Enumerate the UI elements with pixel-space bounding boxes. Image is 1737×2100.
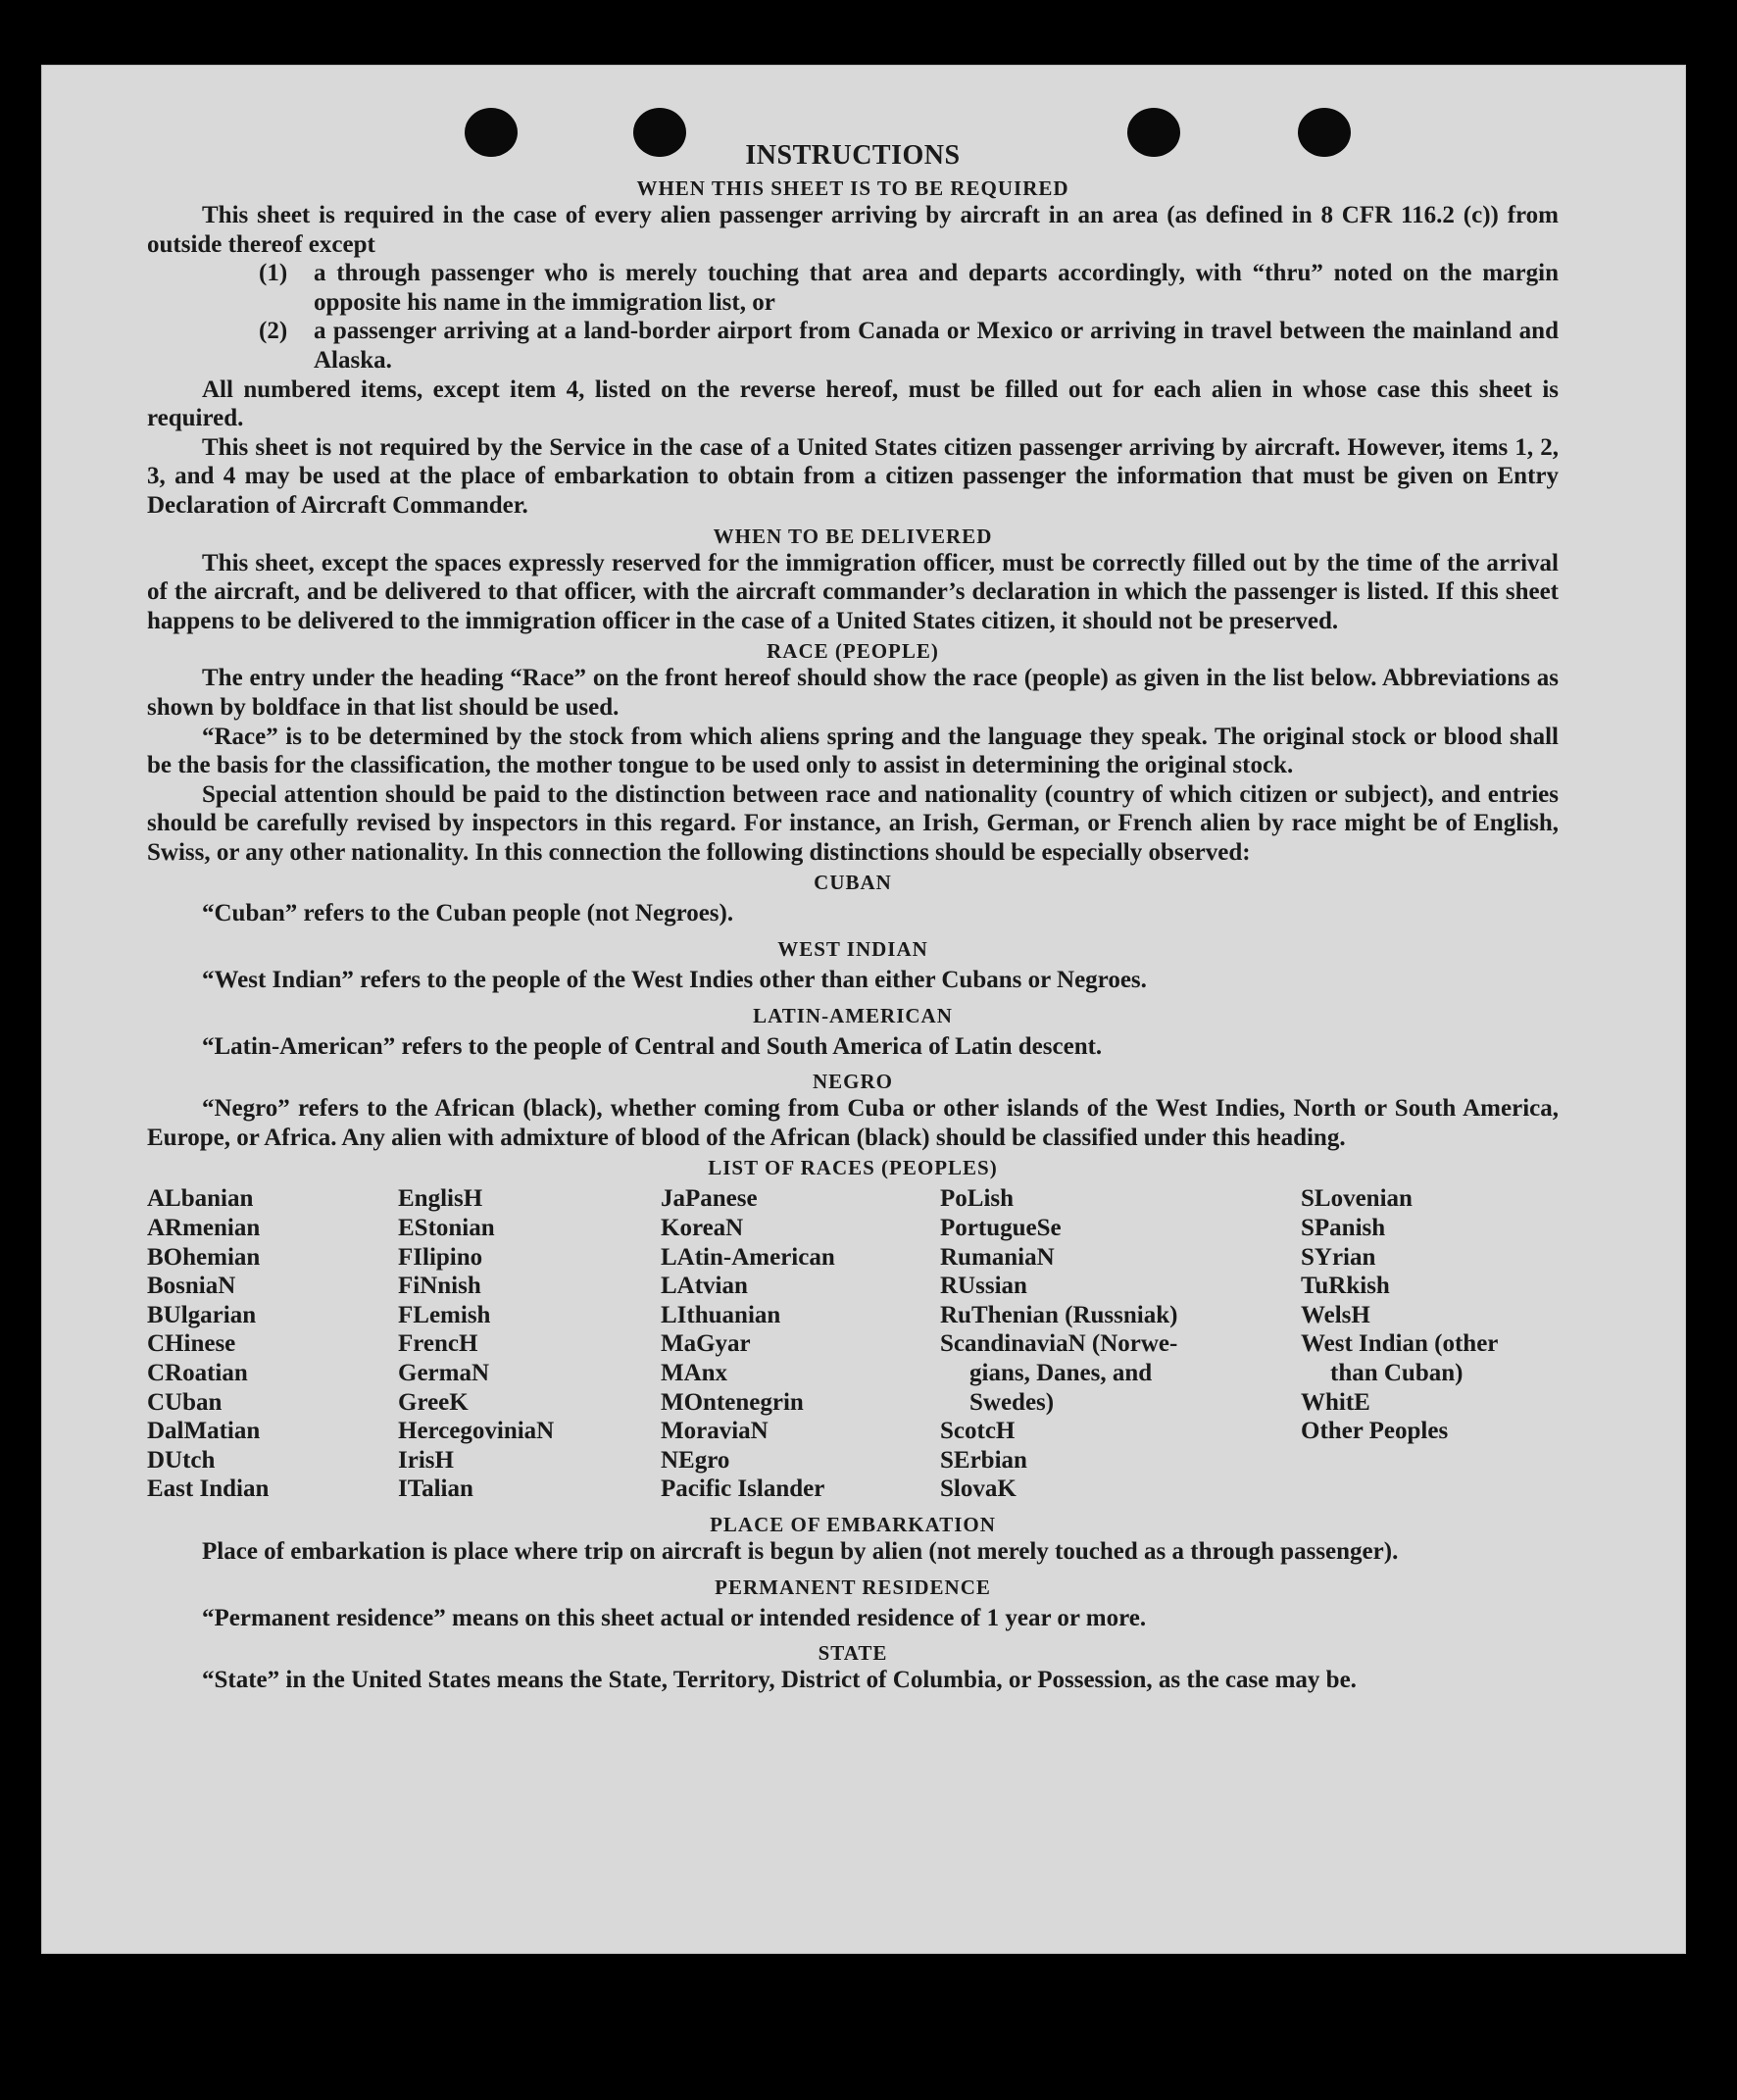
race-entry: Other Peoples [1301, 1418, 1449, 1445]
race-entry: LAtvian [661, 1273, 748, 1300]
race-entry: SErbian [940, 1446, 1027, 1474]
paragraph: All numbered items, except item 4, listed on the reverse hereof, must be filled out for each alien in whose case this sheet is required. [147, 375, 1559, 432]
section-heading-required: WHEN THIS SHEET IS TO BE REQUIRED [636, 176, 1069, 200]
section-heading-race: RACE (PEOPLE) [767, 639, 939, 664]
race-entry: ScotcH [940, 1418, 1016, 1445]
races-column [147, 1184, 398, 1504]
paragraph: This sheet, except the spaces expressly reserved for the immigration officer, must be correctly filled out by the time of the arrival of the aircraft, and be delivered to that officer, with the aircraft commander’s declaration in which the passenger is listed. If this sheet happens to be delivered to the immigration officer in the case of a United States citizen, it should not be preserved. [147, 549, 1559, 634]
definition: “Permanent residence” means on this sheet actual or intended residence of 1 year or more. [202, 1604, 1147, 1631]
race-entry: WhitE [1301, 1388, 1370, 1416]
race-entry: Pacific Islander [661, 1475, 825, 1503]
race-entry-continued: gians, Danes, and [969, 1360, 1153, 1386]
section-heading-embarkation: PLACE OF EMBARKATION [710, 1512, 996, 1536]
race-entry: MAnx [661, 1360, 728, 1386]
section-heading-delivered: WHEN TO BE DELIVERED [713, 524, 993, 548]
race-entry: DalMatian [147, 1418, 261, 1445]
race-entry: CUban [147, 1388, 223, 1416]
race-entry: FLemish [398, 1301, 491, 1328]
race-entry: West Indian (other [1301, 1330, 1499, 1358]
definition: “Negro” refers to the African (black), whether coming from Cuba or other islands of the West Indies, North or South America, Europe, or Africa. Any alien with admixture of blood of the African (black) should be classified under this heading. [147, 1095, 1559, 1151]
races-column [661, 1184, 940, 1504]
race-entry: IrisH [398, 1446, 454, 1474]
section-heading-cuban: CUBAN [814, 871, 892, 895]
race-entry: RumaniaN [940, 1243, 1055, 1271]
race-entry: SPanish [1301, 1215, 1386, 1242]
list-item [259, 317, 1559, 375]
page-title: INSTRUCTIONS [745, 140, 961, 171]
race-entry: CRoatian [147, 1360, 248, 1386]
race-entry: GreeK [398, 1388, 469, 1416]
race-entry: LIthuanian [661, 1301, 781, 1328]
section-heading-latin-american: LATIN-AMERICAN [753, 1003, 953, 1027]
section-heading-negro: NEGRO [812, 1070, 893, 1094]
race-entry: MoraviaN [661, 1418, 769, 1445]
race-entry: FiNnish [398, 1273, 481, 1300]
race-entry: East Indian [147, 1475, 270, 1503]
definition: Place of embarkation is place where trip on aircraft is begun by alien (not merely touched as a through passenger). [202, 1537, 1399, 1565]
paragraph: “Race” is to be determined by the stock from which aliens spring and the language they speak. The original stock or blood shall be the basis for the classification, the mother tongue to be used only to assist in determining the original stock. [147, 723, 1559, 779]
race-entry: BOhemian [147, 1243, 261, 1271]
race-entry: SLovenian [1301, 1185, 1413, 1213]
race-entry: PoLish [940, 1185, 1015, 1213]
section-heading-residence: PERMANENT RESIDENCE [715, 1575, 991, 1599]
race-entry-continued: than Cuban) [1330, 1360, 1464, 1386]
item-number: (1) [259, 260, 288, 287]
race-entry: SlovaK [940, 1475, 1017, 1503]
race-entry: FrencH [398, 1330, 478, 1358]
race-entry: BUlgarian [147, 1301, 257, 1328]
paragraph: Special attention should be paid to the distinction between race and nationality (country of which citizen or subject), and entries should be carefully revised by inspectors in this regard. For instance, an Irish, German, or French alien by race might be of English, Swiss, or any other nationality. In this connection the following distinctions should be especially observed: [147, 780, 1559, 866]
race-entry: CHinese [147, 1330, 236, 1358]
race-entry: PortugueSe [940, 1215, 1062, 1242]
definition: “West Indian” refers to the people of the West Indies other than either Cubans or Negroes. [202, 967, 1147, 994]
races-column [398, 1184, 661, 1504]
race-entry: GermaN [398, 1360, 490, 1386]
item-text: a passenger arriving at a land-border airport from Canada or Mexico or arriving in travel between the mainland and Alaska. [314, 318, 1559, 374]
race-entry: WelsH [1301, 1301, 1370, 1328]
definition: “Cuban” refers to the Cuban people (not Negroes). [202, 900, 734, 927]
race-entry: ScandinaviaN (Norwe- [940, 1330, 1178, 1358]
section-heading-west-indian: WEST INDIAN [777, 937, 928, 962]
race-entry: KoreaN [661, 1215, 744, 1242]
race-entry-continued: Swedes) [969, 1388, 1055, 1416]
race-entry: TuRkish [1301, 1273, 1390, 1300]
race-entry: RuThenian (Russniak) [940, 1301, 1178, 1328]
race-entry: MOntenegrin [661, 1388, 804, 1416]
race-entry: SYrian [1301, 1243, 1376, 1271]
race-entry: EnglisH [398, 1185, 483, 1213]
paragraph: This sheet is required in the case of every alien passenger arriving by aircraft in an area (as defined in 8 CFR 116.2 (c)) from outside thereof except [147, 202, 1559, 258]
races-column [1301, 1184, 1559, 1504]
races-column [940, 1184, 1301, 1504]
item-number: (2) [259, 318, 288, 345]
race-entry: DUtch [147, 1446, 216, 1474]
race-entry: EStonian [398, 1215, 495, 1242]
race-entry: MaGyar [661, 1330, 751, 1358]
race-entry: ALbanian [147, 1185, 254, 1213]
race-entry: JaPanese [661, 1185, 758, 1213]
race-entry: ITalian [398, 1475, 473, 1503]
race-entry: HercegoviniaN [398, 1418, 555, 1445]
race-entry: FIlipino [398, 1243, 483, 1271]
paragraph: The entry under the heading “Race” on the front hereof should show the race (people) as given in the list below. Abbreviations as shown by boldface in that list should be used. [147, 665, 1559, 721]
race-entry: LAtin-American [661, 1243, 835, 1271]
list-item [259, 259, 1559, 317]
race-entry: NEgro [661, 1446, 730, 1474]
races-list [147, 1184, 1559, 1504]
definition: “Latin-American” refers to the people of Central and South America of Latin descent. [202, 1032, 1103, 1060]
section-heading-state: STATE [818, 1641, 888, 1666]
instructions-content [147, 139, 1559, 1695]
item-text: a through passenger who is merely touching that area and departs accordingly, with “thru” noted on the margin opposite his name in the immigration list, or [314, 260, 1559, 316]
race-entry: ARmenian [147, 1215, 261, 1242]
race-entry: BosniaN [147, 1273, 236, 1300]
race-entry: RUssian [940, 1273, 1027, 1300]
definition: “State” in the United States means the State, Territory, District of Columbia, or Possession, as the case may be. [202, 1667, 1357, 1694]
paragraph: This sheet is not required by the Service in the case of a United States citizen passenger arriving by aircraft. However, items 1, 2, 3, and 4 may be used at the place of embarkation to obtain from a citizen passenger the information that must be given on Entry Declaration of Aircraft Commander. [147, 433, 1559, 519]
section-heading-races-list: LIST OF RACES (PEOPLES) [708, 1156, 998, 1180]
